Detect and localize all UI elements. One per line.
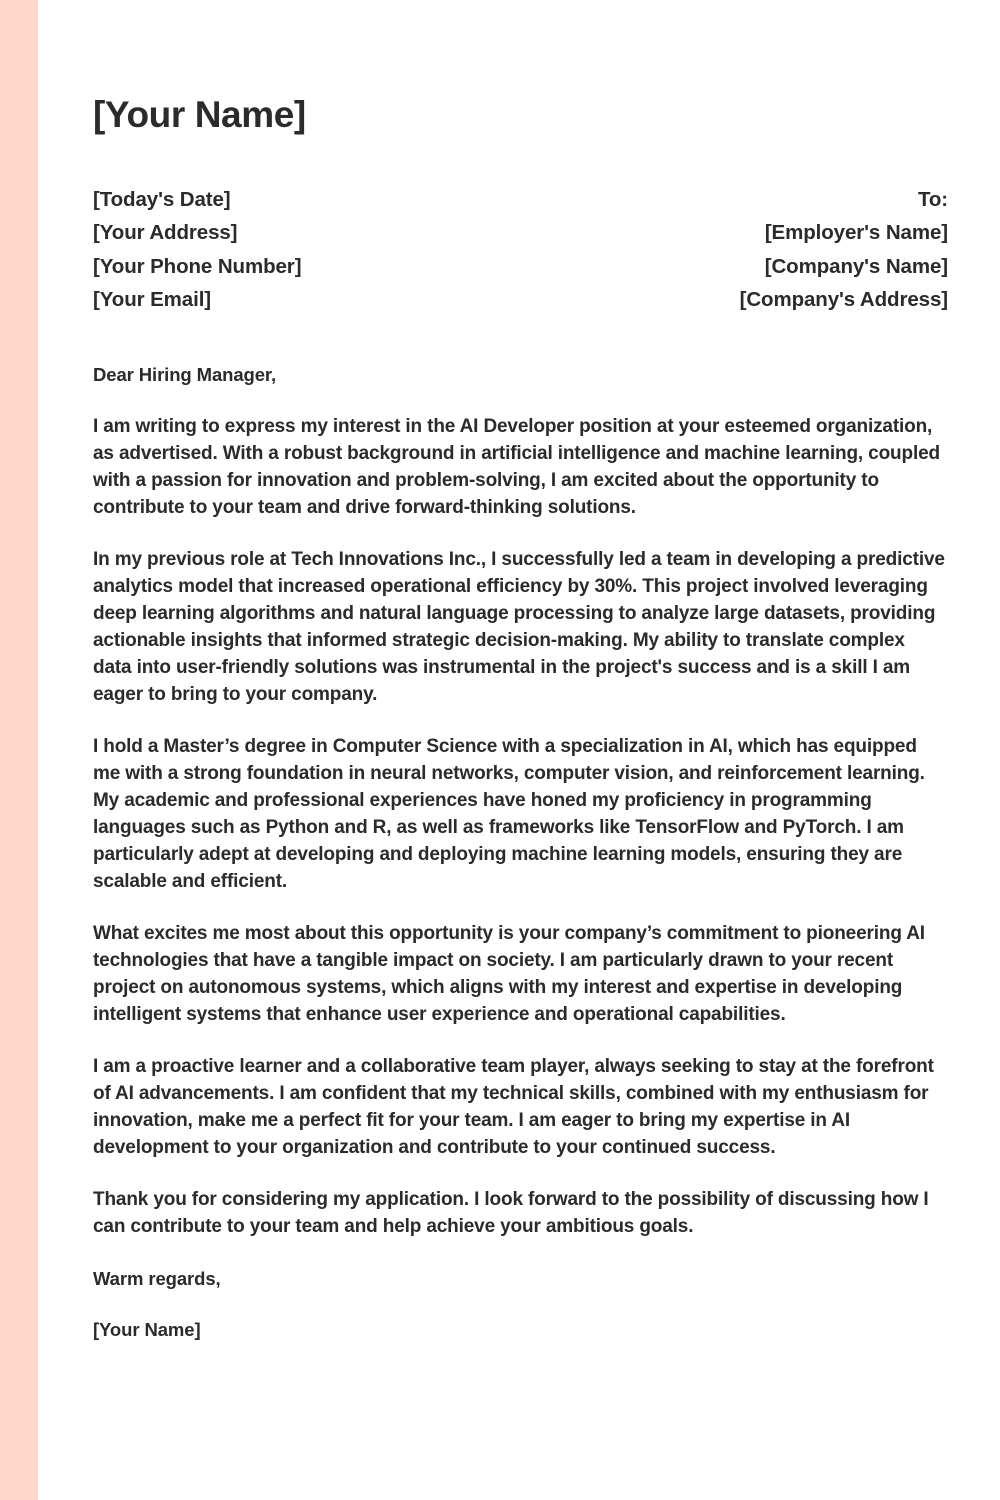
sender-line-address: [Your Address] <box>93 221 238 245</box>
recipient-address-column <box>740 183 948 317</box>
letter-content <box>93 0 948 1343</box>
body-paragraph-1: I am writing to express my interest in the AI Developer position at your esteemed organization, as advertised. With a robust background in artificial intelligence and machine learning, coupled with a passion for innovation and problem-solving, I am excited about the opportunity to contribute to your team and drive forward-thinking solutions. <box>93 416 940 519</box>
salutation: Dear Hiring Manager, <box>93 364 277 386</box>
body-paragraph-2: In my previous role at Tech Innovations Inc., I successfully led a team in developing a predictive analytics model that increased operational efficiency by 30%. This project involved leveraging deep learning algorithms and natural language processing to analyze large datasets, providing actionable insights that informed strategic decision-making. My ability to translate complex data into user-friendly solutions was instrumental in the project's success and is a skill I am eager to bring to your company. <box>93 549 945 706</box>
body-paragraph-6: Thank you for considering my application. I look forward to the possibility of discussing how I can contribute to your team and help achieve your ambitious goals. <box>93 1188 929 1237</box>
sender-line-phone: [Your Phone Number] <box>93 254 302 278</box>
body-paragraph-5: I am a proactive learner and a collaborative team player, always seeking to stay at the forefront of AI advancements. I am confident that my technical skills, combined with my enthusiasm for innovation, make me a perfect fit for your team. I am eager to bring my expertise in AI development to your organization and contribute to your continued success. <box>93 1055 934 1158</box>
body-paragraph-3: I hold a Master’s degree in Computer Science with a specialization in AI, which has equipped me with a strong foundation in neural networks, computer vision, and reinforcement learning. My academic and professional experiences have honed my proficiency in programming languages such as Python and R, as well as frameworks like TensorFlow and PyTorch. I am particularly adept at developing and deploying machine learning models, ensuring they are scalable and efficient. <box>93 736 925 892</box>
recipient-line-to: To: <box>917 187 948 211</box>
sender-line-email: [Your Email] <box>93 288 212 312</box>
accent-side-band <box>0 0 38 1500</box>
address-block <box>93 183 948 317</box>
sender-line-date: [Today's Date] <box>93 187 231 211</box>
recipient-line-company: [Company's Name] <box>764 254 948 278</box>
sender-address-column <box>93 183 301 317</box>
signature-name: [Your Name] <box>93 1319 201 1341</box>
closing-line: Warm regards, <box>93 1267 221 1289</box>
page-title: [Your Name] <box>93 94 306 135</box>
recipient-line-company-address: [Company's Address] <box>739 288 948 312</box>
recipient-line-employer: [Employer's Name] <box>764 221 948 245</box>
body-paragraph-4: What excites me most about this opportunity is your company’s commitment to pioneering AI technologies that have a tangible impact on society. I am particularly drawn to your recent project on autonomous systems, which aligns with my interest and expertise in developing intelligent systems that enhance user experience and operational capabilities. <box>93 922 925 1025</box>
